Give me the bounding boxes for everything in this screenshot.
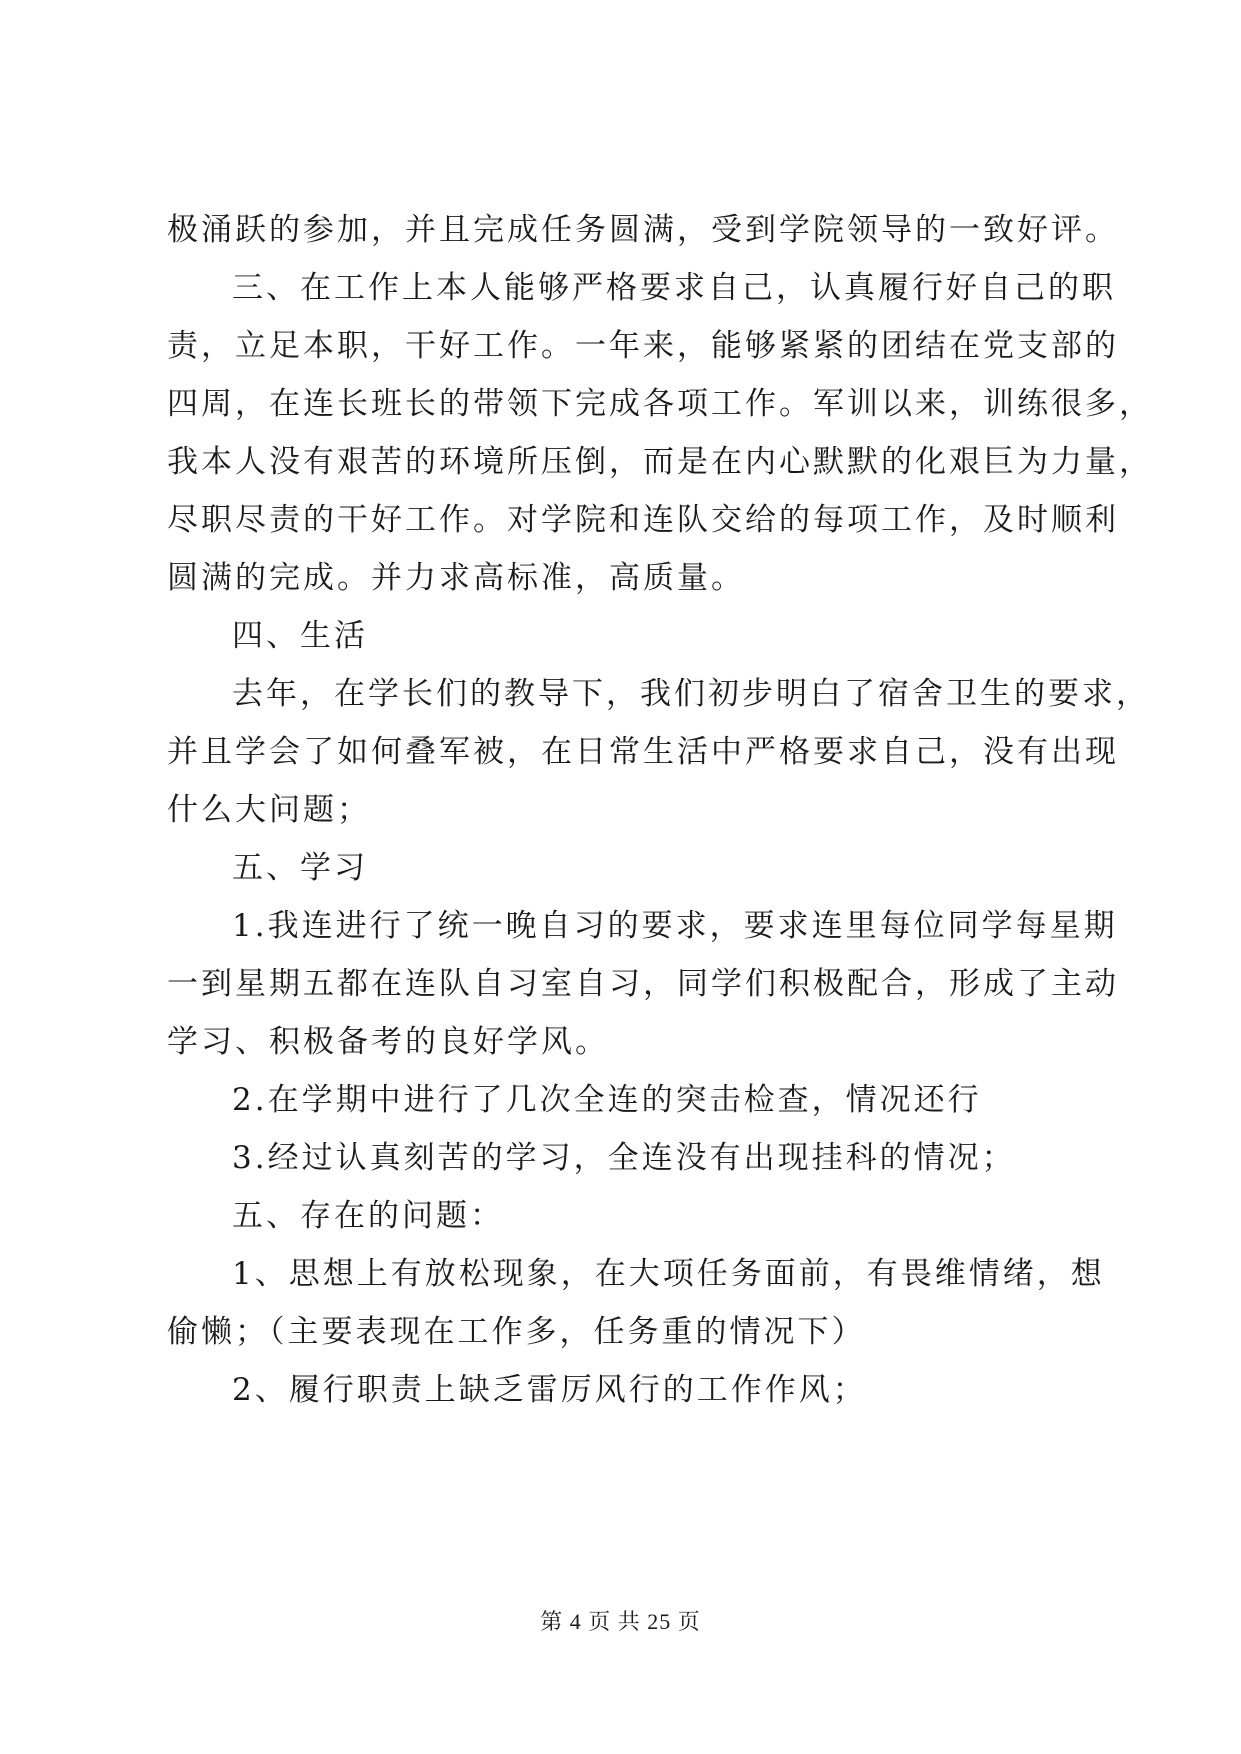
- section-heading: 五、存在的问题：: [232, 1198, 504, 1234]
- text-line: 极涌跃的参加，并且完成任务圆满，受到学院领导的一致好评。: [167, 212, 1119, 248]
- text-line: 一到星期五都在连队自习室自习，同学们积极配合，形成了主动: [167, 966, 1119, 1002]
- text-line: 2.在学期中进行了几次全连的突击检查，情况还行: [232, 1082, 982, 1118]
- text-line: 1.我连进行了统一晚自习的要求，要求连里每位同学每星期: [232, 908, 1118, 944]
- section-heading: 四、生活: [232, 618, 368, 654]
- text-line: 三、在工作上本人能够严格要求自己，认真履行好自己的职: [232, 270, 1116, 306]
- text-line: 责，立足本职，干好工作。一年来，能够紧紧的团结在党支部的: [167, 328, 1119, 364]
- text-line: 3.经过认真刻苦的学习，全连没有出现挂科的情况；: [232, 1140, 1016, 1176]
- text-line: 四周，在连长班长的带领下完成各项工作。军训以来，训练很多，: [167, 386, 1153, 422]
- text-line: 尽职尽责的干好工作。对学院和连队交给的每项工作，及时顺利: [167, 502, 1119, 538]
- section-heading: 五、学习: [232, 850, 368, 886]
- text-line: 圆满的完成。并力求高标准，高质量。: [167, 560, 745, 596]
- text-line: 2、履行职责上缺乏雷厉风行的工作作风；: [232, 1372, 867, 1408]
- text-line: 学习、积极备考的良好学风。: [167, 1024, 609, 1060]
- text-line: 什么大问题；: [167, 792, 371, 828]
- text-line: 去年，在学长们的教导下，我们初步明白了宿舍卫生的要求，: [232, 676, 1150, 712]
- page-number-footer: 第 4 页 共 25 页: [540, 1609, 701, 1634]
- text-line: 偷懒；（主要表现在工作多，任务重的情况下）: [167, 1314, 866, 1350]
- text-line: 我本人没有艰苦的环境所压倒，而是在内心默默的化艰巨为力量，: [167, 444, 1153, 480]
- text-line: 并且学会了如何叠军被，在日常生活中严格要求自己，没有出现: [167, 734, 1119, 770]
- text-line: 1、思想上有放松现象，在大项任务面前，有畏维情绪，想: [232, 1256, 1105, 1292]
